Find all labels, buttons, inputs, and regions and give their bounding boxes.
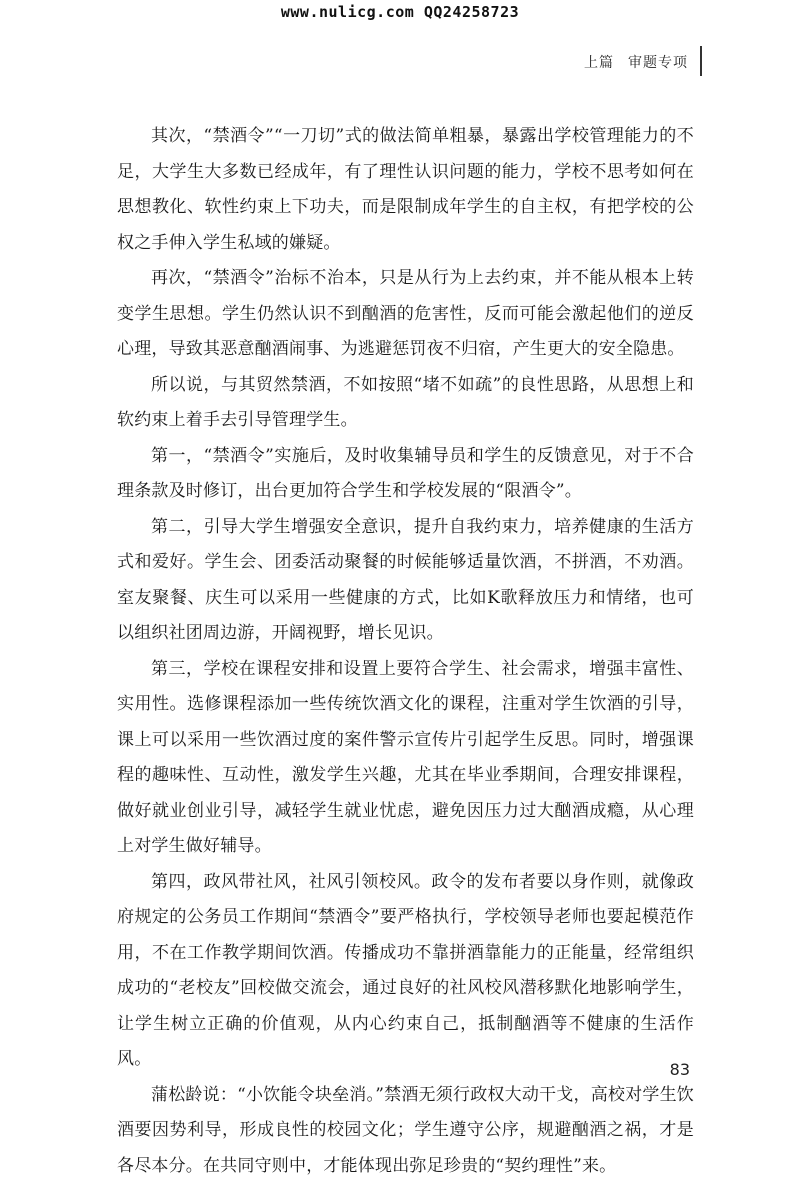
watermark-text: www.nulicg.com QQ24258723: [0, 3, 800, 21]
page-number: 83: [670, 1060, 690, 1079]
header-divider: [700, 46, 702, 76]
paragraph-7: 第四，政风带社风，社风引领校风。政令的发布者要以身作则，就像政府规定的公务员工作期间“禁酒令”要严格执行，学校领导老师也要起模范作用，不在工作教学期间饮酒。传播成功不靠拼酒靠能力的正能量，经常组织成功的“老校友”回校做交流会，通过良好的社风校风潜移默化地影响学生，让学生树立正确的价值观，从内心约束自己，抵制酗酒等不健康的生活作风。: [117, 865, 694, 1078]
running-header: [584, 52, 688, 72]
paragraph-8: 蒲松龄说：“小饮能令块垒消。”禁酒无须行政权大动干戈，高校对学生饮酒要因势利导，形成良性的校园文化；学生遵守公序，规避酗酒之祸，才是各尽本分。在共同守则中，才能体现出弥足珍贵的“契约理性”来。: [117, 1078, 694, 1184]
paragraph-5: 第二，引导大学生增强安全意识，提升自我约束力，培养健康的生活方式和爱好。学生会、团委活动聚餐的时候能够适量饮酒，不拼酒，不劝酒。室友聚餐、庆生可以采用一些健康的方式，比如K歌释放压力和情绪，也可以组织社团周边游，开阔视野，增长见识。: [117, 510, 694, 652]
header-part: 上篇: [584, 55, 614, 71]
paragraph-4: 第一，“禁酒令”实施后，及时收集辅导员和学生的反馈意见，对于不合理条款及时修订，出台更加符合学生和学校发展的“限酒令”。: [117, 439, 694, 510]
paragraph-1: 其次，“禁酒令”“一刀切”式的做法简单粗暴，暴露出学校管理能力的不足，大学生大多数已经成年，有了理性认识问题的能力，学校不思考如何在思想教化、软性约束上下功夫，而是限制成年学生的自主权，有把学校的公权之手伸入学生私域的嫌疑。: [117, 119, 694, 261]
header-section: 审题专项: [628, 55, 688, 71]
body-text: [117, 119, 694, 1184]
paragraph-3: 所以说，与其贸然禁酒，不如按照“堵不如疏”的良性思路，从思想上和软约束上着手去引导管理学生。: [117, 368, 694, 439]
paragraph-6: 第三，学校在课程安排和设置上要符合学生、社会需求，增强丰富性、实用性。选修课程添加一些传统饮酒文化的课程，注重对学生饮酒的引导，课上可以采用一些饮酒过度的案件警示宣传片引起学生反思。同时，增强课程的趣味性、互动性，激发学生兴趣，尤其在毕业季期间，合理安排课程，做好就业创业引导，减轻学生就业忧虑，避免因压力过大酗酒成瘾，从心理上对学生做好辅导。: [117, 652, 694, 865]
paragraph-2: 再次，“禁酒令”治标不治本，只是从行为上去约束，并不能从根本上转变学生思想。学生仍然认识不到酗酒的危害性，反而可能会激起他们的逆反心理，导致其恶意酗酒闹事、为逃避惩罚夜不归宿，产生更大的安全隐患。: [117, 261, 694, 368]
